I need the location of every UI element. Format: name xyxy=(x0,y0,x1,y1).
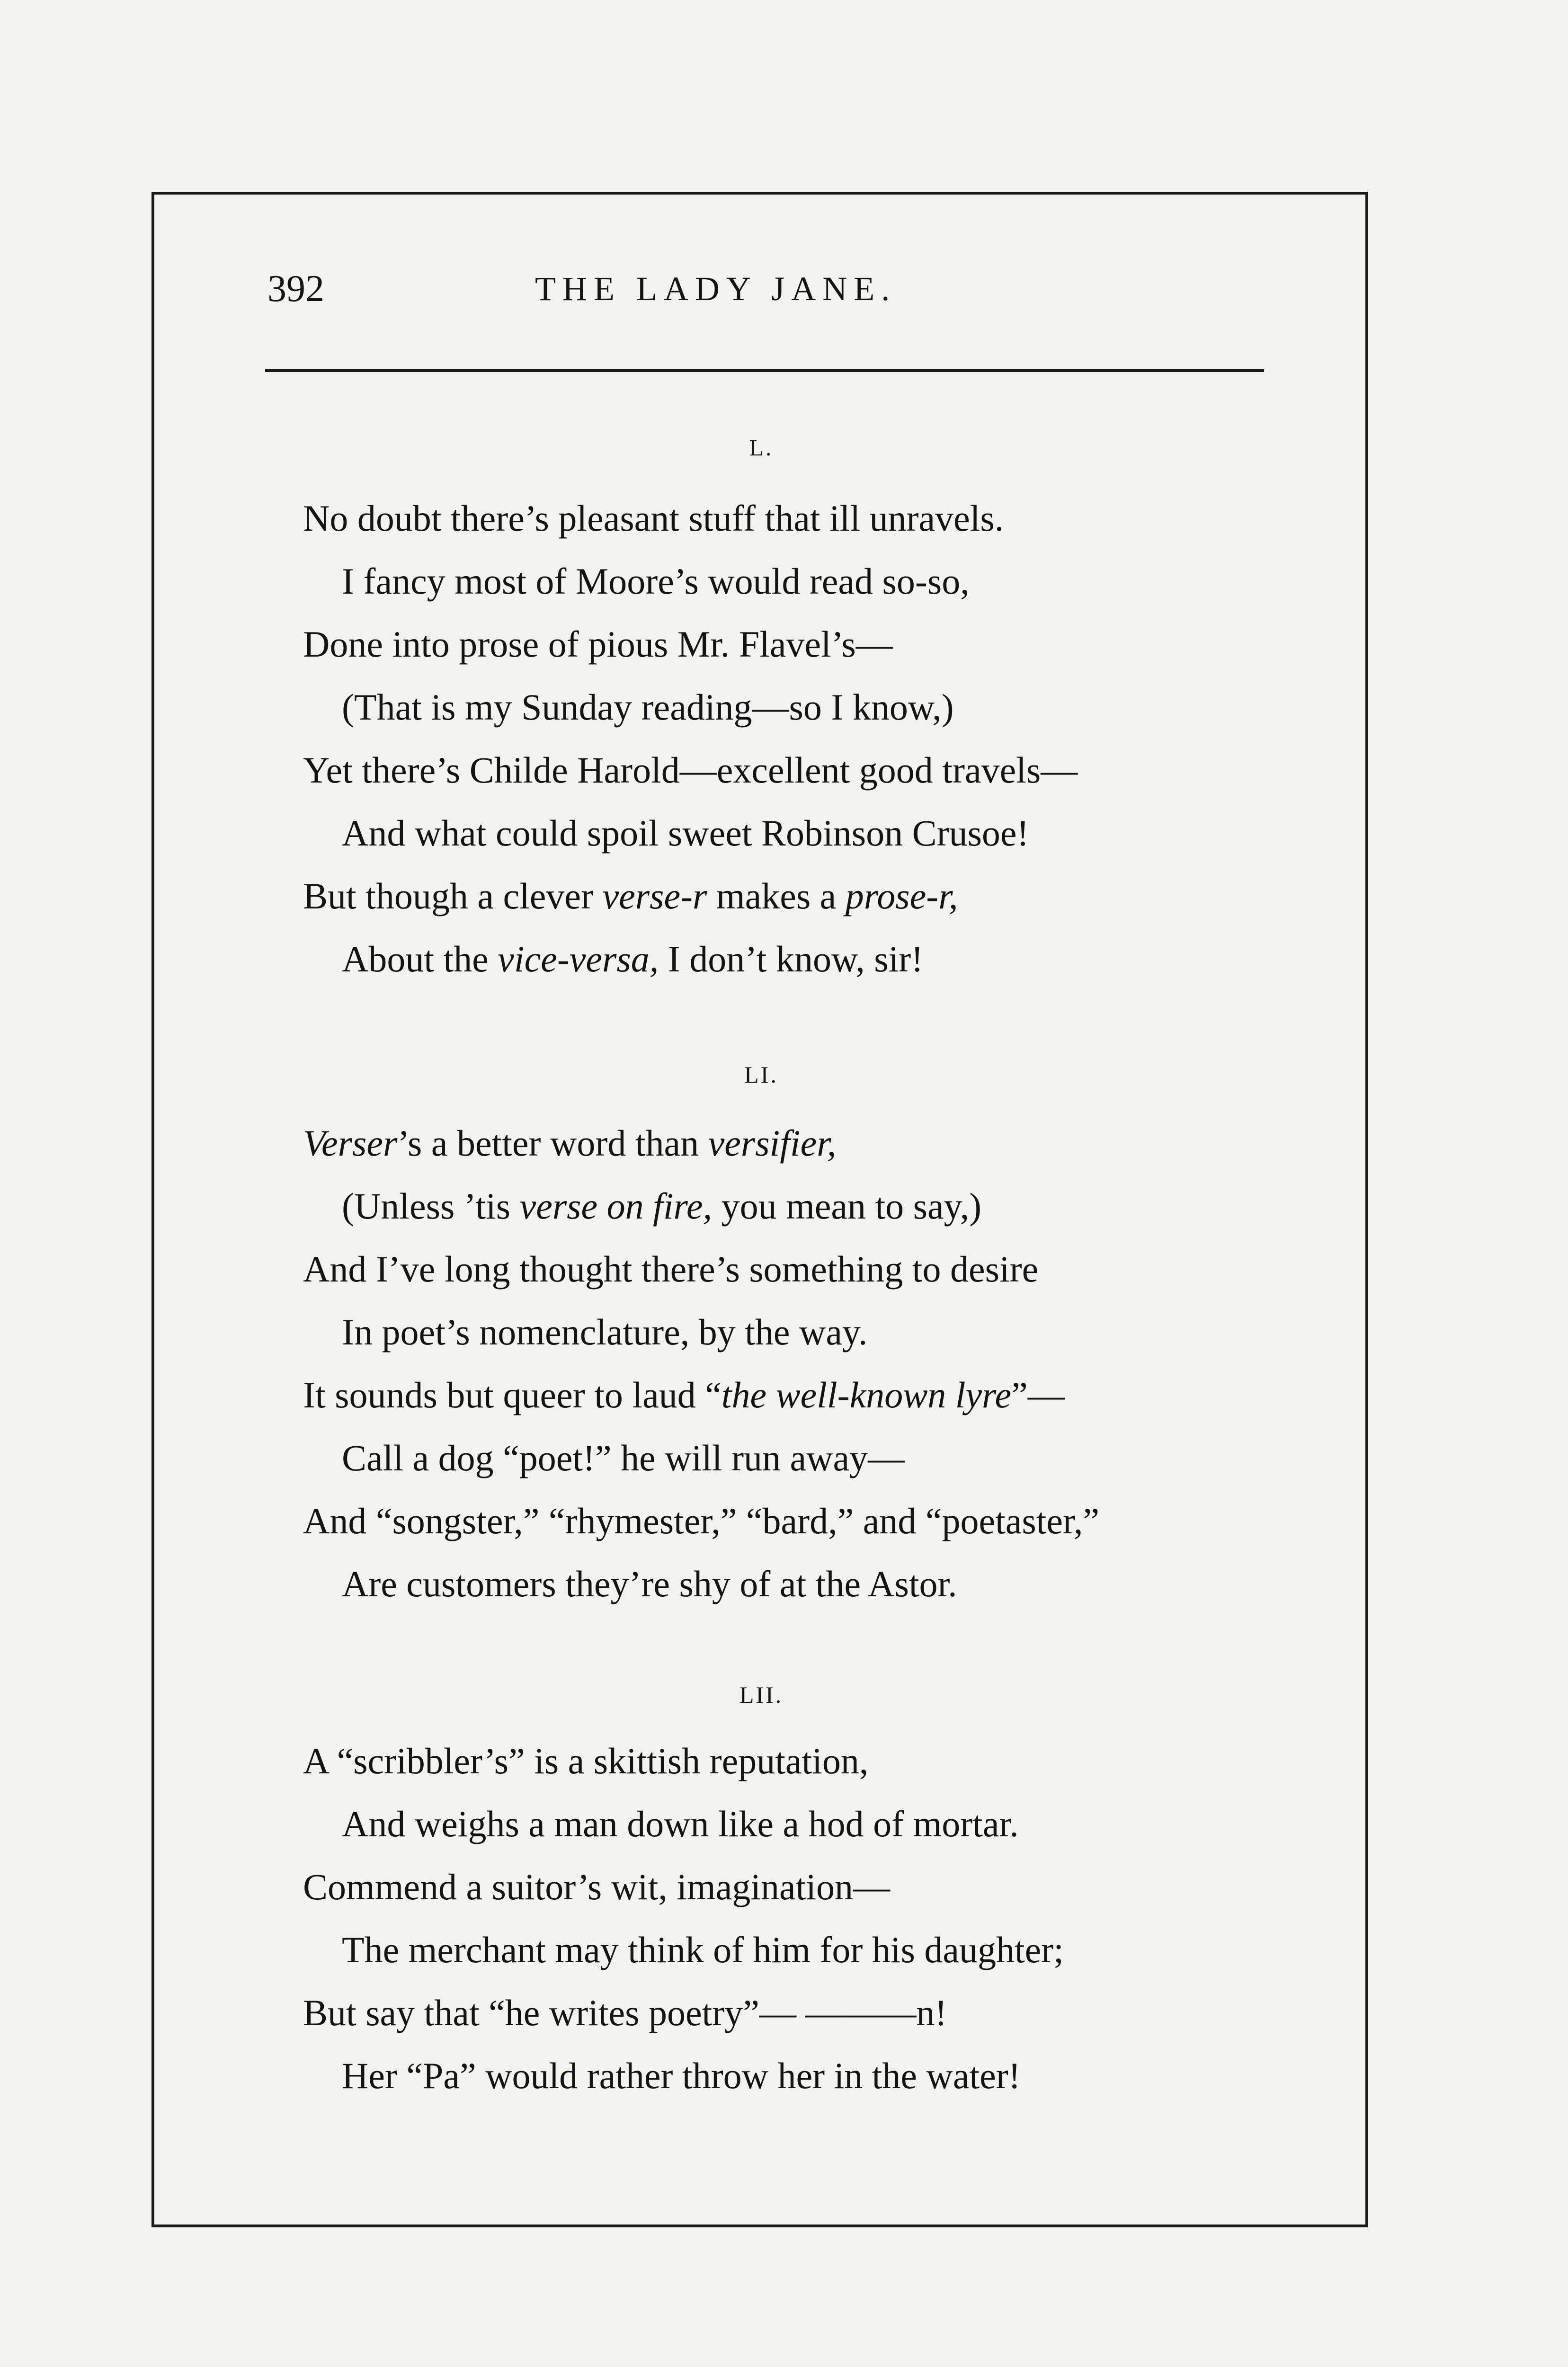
line-text: But say that “he writes poetry”— ———n! xyxy=(303,1992,947,2033)
verse-line xyxy=(303,1737,868,1785)
line-text: Commend a suitor’s wit, imagination— xyxy=(303,1866,890,1907)
verse-line xyxy=(303,1371,1065,1419)
verse-line xyxy=(342,2052,1021,2100)
verse-line xyxy=(342,1308,867,1356)
italic-text: verse on fire, xyxy=(519,1185,713,1227)
running-title: THE LADY JANE. xyxy=(535,270,897,308)
line-text: Are customers they’re shy of at the Astor. xyxy=(342,1563,957,1604)
verse-line xyxy=(303,1497,1099,1545)
verse-line xyxy=(342,935,923,983)
verse-line xyxy=(342,1926,1064,1974)
stanza-number: LII. xyxy=(739,1682,784,1708)
line-text: I don’t know, sir! xyxy=(659,938,924,979)
line-text: And what could spoil sweet Robinson Crusoe! xyxy=(342,812,1029,854)
verse-line xyxy=(342,1560,957,1608)
line-text: About the xyxy=(342,938,498,979)
verse-line xyxy=(303,495,1004,542)
italic-text: Verser xyxy=(303,1122,398,1164)
verse-line xyxy=(342,684,954,731)
line-text: And “songster,” “rhymester,” “bard,” and “poetaster,” xyxy=(303,1500,1100,1541)
italic-text: the well-known lyre xyxy=(721,1374,1012,1415)
line-text: you mean to say,) xyxy=(712,1185,982,1227)
verse-line xyxy=(342,1800,1019,1848)
line-text: (Unless ’tis xyxy=(342,1185,520,1227)
line-text: Yet there’s Childe Harold—excellent good travels— xyxy=(303,749,1078,791)
verse-line xyxy=(342,558,970,605)
stanza-number: L. xyxy=(749,434,774,461)
line-text: And weighs a man down like a hod of mortar. xyxy=(342,1803,1019,1844)
verse-line xyxy=(303,621,893,668)
italic-text: verse-r xyxy=(602,875,707,917)
line-text: ”— xyxy=(1011,1374,1065,1415)
line-text: (That is my Sunday reading—so I know,) xyxy=(342,686,954,728)
line-text: Her “Pa” would rather throw her in the water! xyxy=(342,2055,1021,2096)
stanza-number: LI. xyxy=(744,1061,778,1088)
verse-line xyxy=(303,1246,1038,1293)
verse-line xyxy=(303,1120,836,1167)
header-rule xyxy=(265,369,1264,372)
italic-text: prose-r, xyxy=(845,875,958,917)
page-number: 392 xyxy=(267,268,324,310)
verse-line xyxy=(303,1863,890,1911)
line-text: But though a clever xyxy=(303,875,603,917)
line-text: And I’ve long thought there’s something to desire xyxy=(303,1248,1039,1290)
italic-text: vice-versa, xyxy=(498,938,659,979)
verse-line xyxy=(303,747,1078,794)
line-text: A “scribbler’s” is a skittish reputation, xyxy=(303,1740,869,1781)
verse-line xyxy=(342,810,1029,857)
line-text: No doubt there’s pleasant stuff that ill unravels. xyxy=(303,498,1004,539)
line-text: The merchant may think of him for his daughter; xyxy=(342,1929,1064,1970)
verse-line xyxy=(303,872,958,920)
line-text: It sounds but queer to laud “ xyxy=(303,1374,722,1415)
verse-line xyxy=(342,1434,905,1482)
line-text: ’s a better word than xyxy=(397,1122,708,1164)
italic-text: versifier, xyxy=(708,1122,837,1164)
line-text: In poet’s nomenclature, by the way. xyxy=(342,1311,868,1353)
line-text: makes a xyxy=(707,875,846,917)
line-text: I fancy most of Moore’s would read so-so, xyxy=(342,561,970,602)
line-text: Done into prose of pious Mr. Flavel’s— xyxy=(303,623,893,665)
verse-line xyxy=(342,1183,981,1230)
verse-line xyxy=(303,1989,947,2037)
line-text: Call a dog “poet!” he will run away— xyxy=(342,1437,905,1478)
